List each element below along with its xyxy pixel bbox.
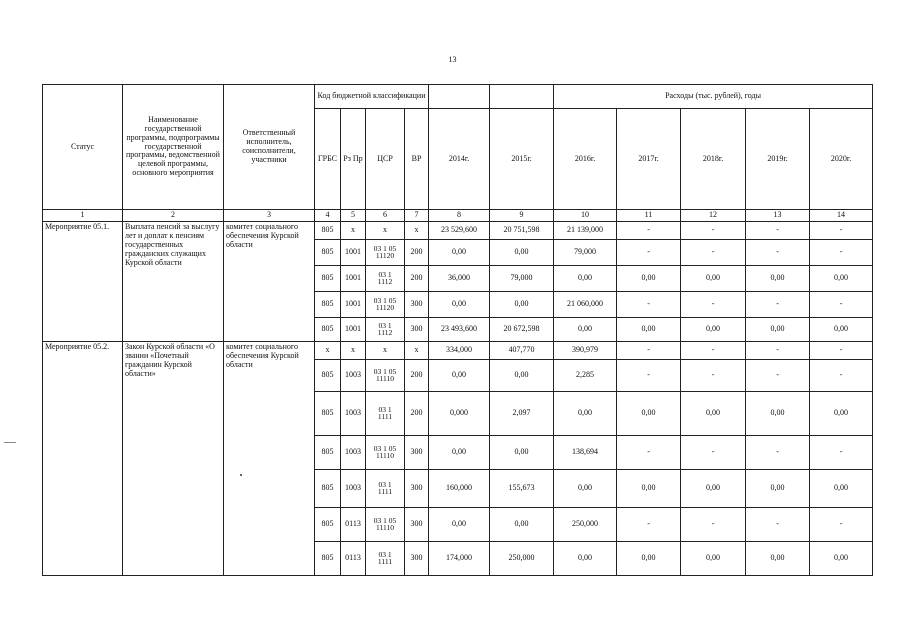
amount-cell-2015: 250,000 [490, 541, 554, 575]
amount-cell-2020: - [810, 507, 873, 541]
grbs-cell: 805 [315, 291, 341, 317]
amount-cell-2019: - [746, 341, 810, 359]
rzpr-cell: 1003 [341, 391, 366, 435]
status-cell: Мероприятие 05.2. [43, 341, 123, 575]
grbs-cell: 805 [315, 469, 341, 507]
amount-cell-2016: 0,00 [554, 391, 617, 435]
amount-cell-2014: 334,000 [429, 341, 490, 359]
amount-cell-2019: - [746, 239, 810, 265]
amount-cell-2018: - [681, 239, 746, 265]
vr-cell: 300 [405, 507, 429, 541]
rzpr-cell: 1003 [341, 359, 366, 391]
amount-cell-2015: 0,00 [490, 359, 554, 391]
amount-cell-2020: - [810, 359, 873, 391]
header-status: Статус [43, 85, 123, 210]
vr-cell: 300 [405, 291, 429, 317]
rzpr-cell: 1001 [341, 291, 366, 317]
amount-cell-2018: - [681, 221, 746, 239]
grbs-cell: 805 [315, 435, 341, 469]
vr-cell: 200 [405, 359, 429, 391]
event-name-cell: Закон Курской области «О звании «Почетный гражданин Курской области» [123, 341, 224, 575]
header-year-2015: 2015г. [490, 109, 554, 210]
table-body [43, 221, 873, 575]
csr-code-part: 11110 [376, 523, 394, 533]
header-year-2018: 2018г. [681, 109, 746, 210]
csr-code-part: 11110 [376, 374, 394, 384]
csr-cell [366, 221, 405, 239]
col-number: 2 [123, 210, 224, 222]
amount-cell-2014: 36,000 [429, 265, 490, 291]
header-year-2020: 2020г. [810, 109, 873, 210]
amount-cell-2014: 23 493,600 [429, 317, 490, 341]
amount-cell-2017: 0,00 [617, 265, 681, 291]
amount-cell-2018: - [681, 341, 746, 359]
csr-code-part: 1112 [377, 277, 393, 287]
amount-cell-2019: - [746, 359, 810, 391]
rzpr-cell: 1001 [341, 265, 366, 291]
rzpr-cell: 1003 [341, 469, 366, 507]
vr-cell: 300 [405, 317, 429, 341]
amount-cell-2016: 0,00 [554, 541, 617, 575]
header-blank-1 [429, 85, 490, 109]
grbs-cell: 805 [315, 391, 341, 435]
grbs-cell: 805 [315, 541, 341, 575]
col-number: 5 [341, 210, 366, 222]
header-csr: ЦСР [366, 109, 405, 210]
vr-cell: 300 [405, 435, 429, 469]
csr-cell [366, 507, 405, 541]
grbs-cell: 805 [315, 221, 341, 239]
table-row [43, 221, 873, 239]
csr-cell [366, 541, 405, 575]
csr-cell [366, 469, 405, 507]
rzpr-cell: x [341, 221, 366, 239]
amount-cell-2019: - [746, 507, 810, 541]
amount-cell-2019: 0,00 [746, 317, 810, 341]
amount-cell-2020: 0,00 [810, 391, 873, 435]
amount-cell-2018: 0,00 [681, 265, 746, 291]
budget-table [42, 84, 873, 576]
executor-cell: комитет социального обеспечения Курской области [224, 221, 315, 341]
amount-cell-2017: 0,00 [617, 317, 681, 341]
amount-cell-2014: 23 529,600 [429, 221, 490, 239]
csr-cell [366, 359, 405, 391]
csr-cell [366, 391, 405, 435]
amount-cell-2020: - [810, 239, 873, 265]
csr-cell [366, 291, 405, 317]
csr-code-part: 11120 [375, 251, 395, 261]
csr-cell [366, 239, 405, 265]
col-number: 9 [490, 210, 554, 222]
csr-code-part: 03 1 05 [373, 443, 397, 453]
amount-cell-2020: - [810, 221, 873, 239]
table-row [43, 341, 873, 359]
amount-cell-2015: 155,673 [490, 469, 554, 507]
grbs-cell: 805 [315, 507, 341, 541]
amount-cell-2018: 0,00 [681, 391, 746, 435]
grbs-cell: 805 [315, 359, 341, 391]
col-number: 13 [746, 210, 810, 222]
amount-cell-2015: 20 672,598 [490, 317, 554, 341]
col-number: 3 [224, 210, 315, 222]
col-number: 4 [315, 210, 341, 222]
header-grbs: ГРБС [315, 109, 341, 210]
amount-cell-2015: 0,00 [490, 291, 554, 317]
amount-cell-2016: 0,00 [554, 265, 617, 291]
vr-cell: 300 [405, 541, 429, 575]
amount-cell-2017: - [617, 221, 681, 239]
amount-cell-2019: 0,00 [746, 469, 810, 507]
csr-code-part: 03 1 05 [373, 243, 397, 253]
amount-cell-2020: 0,00 [810, 469, 873, 507]
rzpr-cell: 0113 [341, 507, 366, 541]
header-expenses: Расходы (тыс. рублей), годы [554, 85, 873, 109]
amount-cell-2018: - [681, 507, 746, 541]
csr-cell [366, 317, 405, 341]
header-year-2019: 2019г. [746, 109, 810, 210]
csr-code-part: 03 1 [378, 269, 392, 279]
amount-cell-2018: 0,00 [681, 541, 746, 575]
rzpr-cell: 0113 [341, 541, 366, 575]
amount-cell-2020: 0,00 [810, 317, 873, 341]
amount-cell-2016: 138,694 [554, 435, 617, 469]
csr-cell [366, 341, 405, 359]
scan-speck [240, 474, 242, 476]
header-name: Наименование государственной программы, подпрограммы государственной программы, ведомственной целевой программы, основного мероприятия [123, 85, 224, 210]
amount-cell-2015: 20 751,598 [490, 221, 554, 239]
amount-cell-2017: - [617, 239, 681, 265]
grbs-cell: 805 [315, 265, 341, 291]
csr-code-part: x [383, 344, 387, 354]
event-name-cell: Выплата пенсий за выслугу лет и доплат к пенсиям государственных гражданских служащих Курской области [123, 221, 224, 341]
amount-cell-2015: 2,097 [490, 391, 554, 435]
grbs-cell: x [315, 341, 341, 359]
amount-cell-2020: 0,00 [810, 265, 873, 291]
header-year-2016: 2016г. [554, 109, 617, 210]
amount-cell-2017: 0,00 [617, 391, 681, 435]
amount-cell-2015: 0,00 [490, 239, 554, 265]
col-number: 10 [554, 210, 617, 222]
amount-cell-2017: - [617, 341, 681, 359]
csr-code-part: 1111 [377, 557, 393, 567]
amount-cell-2016: 390,979 [554, 341, 617, 359]
amount-cell-2018: 0,00 [681, 317, 746, 341]
vr-cell: 200 [405, 265, 429, 291]
amount-cell-2019: - [746, 221, 810, 239]
column-number-row [43, 210, 873, 222]
csr-code-part: 1111 [377, 487, 393, 497]
amount-cell-2014: 0,00 [429, 435, 490, 469]
grbs-cell: 805 [315, 239, 341, 265]
header-executor: Ответственный исполнитель, соисполнители, участники [224, 85, 315, 210]
amount-cell-2017: 0,00 [617, 469, 681, 507]
amount-cell-2017: - [617, 435, 681, 469]
amount-cell-2015: 407,770 [490, 341, 554, 359]
amount-cell-2019: 0,00 [746, 541, 810, 575]
amount-cell-2020: 0,00 [810, 541, 873, 575]
col-number: 14 [810, 210, 873, 222]
csr-code-part: 03 1 [378, 404, 392, 414]
amount-cell-2016: 21 060,000 [554, 291, 617, 317]
amount-cell-2019: 0,00 [746, 391, 810, 435]
col-number: 6 [366, 210, 405, 222]
csr-code-part: 1112 [377, 328, 393, 338]
csr-code-part: x [383, 224, 387, 234]
amount-cell-2015: 0,00 [490, 435, 554, 469]
amount-cell-2020: - [810, 435, 873, 469]
col-number: 1 [43, 210, 123, 222]
amount-cell-2016: 250,000 [554, 507, 617, 541]
csr-code-part: 03 1 [378, 320, 392, 330]
csr-code-part: 11110 [376, 451, 394, 461]
amount-cell-2014: 0,00 [429, 291, 490, 317]
amount-cell-2019: - [746, 291, 810, 317]
amount-cell-2020: - [810, 291, 873, 317]
amount-cell-2017: - [617, 291, 681, 317]
vr-cell: x [405, 221, 429, 239]
page-number: 13 [448, 55, 457, 64]
amount-cell-2018: - [681, 435, 746, 469]
vr-cell: 300 [405, 469, 429, 507]
amount-cell-2016: 0,00 [554, 469, 617, 507]
csr-code-part: 1111 [377, 412, 393, 422]
vr-cell: 200 [405, 239, 429, 265]
csr-cell [366, 265, 405, 291]
rzpr-cell: x [341, 341, 366, 359]
header-year-2014: 2014г. [429, 109, 490, 210]
csr-code-part: 03 1 [378, 549, 392, 559]
csr-code-part: 03 1 05 [373, 295, 397, 305]
vr-cell: x [405, 341, 429, 359]
amount-cell-2016: 21 139,000 [554, 221, 617, 239]
amount-cell-2014: 0,00 [429, 239, 490, 265]
col-number: 7 [405, 210, 429, 222]
status-cell: Мероприятие 05.1. [43, 221, 123, 341]
vr-cell: 200 [405, 391, 429, 435]
csr-code-part: 03 1 05 [373, 366, 397, 376]
col-number: 8 [429, 210, 490, 222]
amount-cell-2018: - [681, 359, 746, 391]
rzpr-cell: 1003 [341, 435, 366, 469]
amount-cell-2014: 0,00 [429, 507, 490, 541]
amount-cell-2014: 0,000 [429, 391, 490, 435]
amount-cell-2018: 0,00 [681, 469, 746, 507]
amount-cell-2019: - [746, 435, 810, 469]
header-vr: ВР [405, 109, 429, 210]
header-year-2017: 2017г. [617, 109, 681, 210]
csr-code-part: 03 1 05 [373, 515, 397, 525]
amount-cell-2016: 2,285 [554, 359, 617, 391]
amount-cell-2014: 160,000 [429, 469, 490, 507]
amount-cell-2019: 0,00 [746, 265, 810, 291]
amount-cell-2017: - [617, 507, 681, 541]
amount-cell-2016: 0,00 [554, 317, 617, 341]
amount-cell-2017: 0,00 [617, 541, 681, 575]
col-number: 11 [617, 210, 681, 222]
amount-cell-2015: 0,00 [490, 507, 554, 541]
csr-cell [366, 435, 405, 469]
amount-cell-2018: - [681, 291, 746, 317]
rzpr-cell: 1001 [341, 239, 366, 265]
amount-cell-2014: 0,00 [429, 359, 490, 391]
amount-cell-2016: 79,000 [554, 239, 617, 265]
csr-code-part: 11120 [375, 303, 395, 313]
amount-cell-2015: 79,000 [490, 265, 554, 291]
amount-cell-2017: - [617, 359, 681, 391]
rzpr-cell: 1001 [341, 317, 366, 341]
header-budget-code: Код бюджетной классификации [315, 85, 429, 109]
amount-cell-2014: 174,000 [429, 541, 490, 575]
executor-cell: комитет социального обеспечения Курской области [224, 341, 315, 575]
header-blank-2 [490, 85, 554, 109]
grbs-cell: 805 [315, 317, 341, 341]
header-rzpr: Рз Пр [341, 109, 366, 210]
col-number: 12 [681, 210, 746, 222]
csr-code-part: 03 1 [378, 479, 392, 489]
margin-mark [4, 442, 16, 443]
amount-cell-2020: - [810, 341, 873, 359]
